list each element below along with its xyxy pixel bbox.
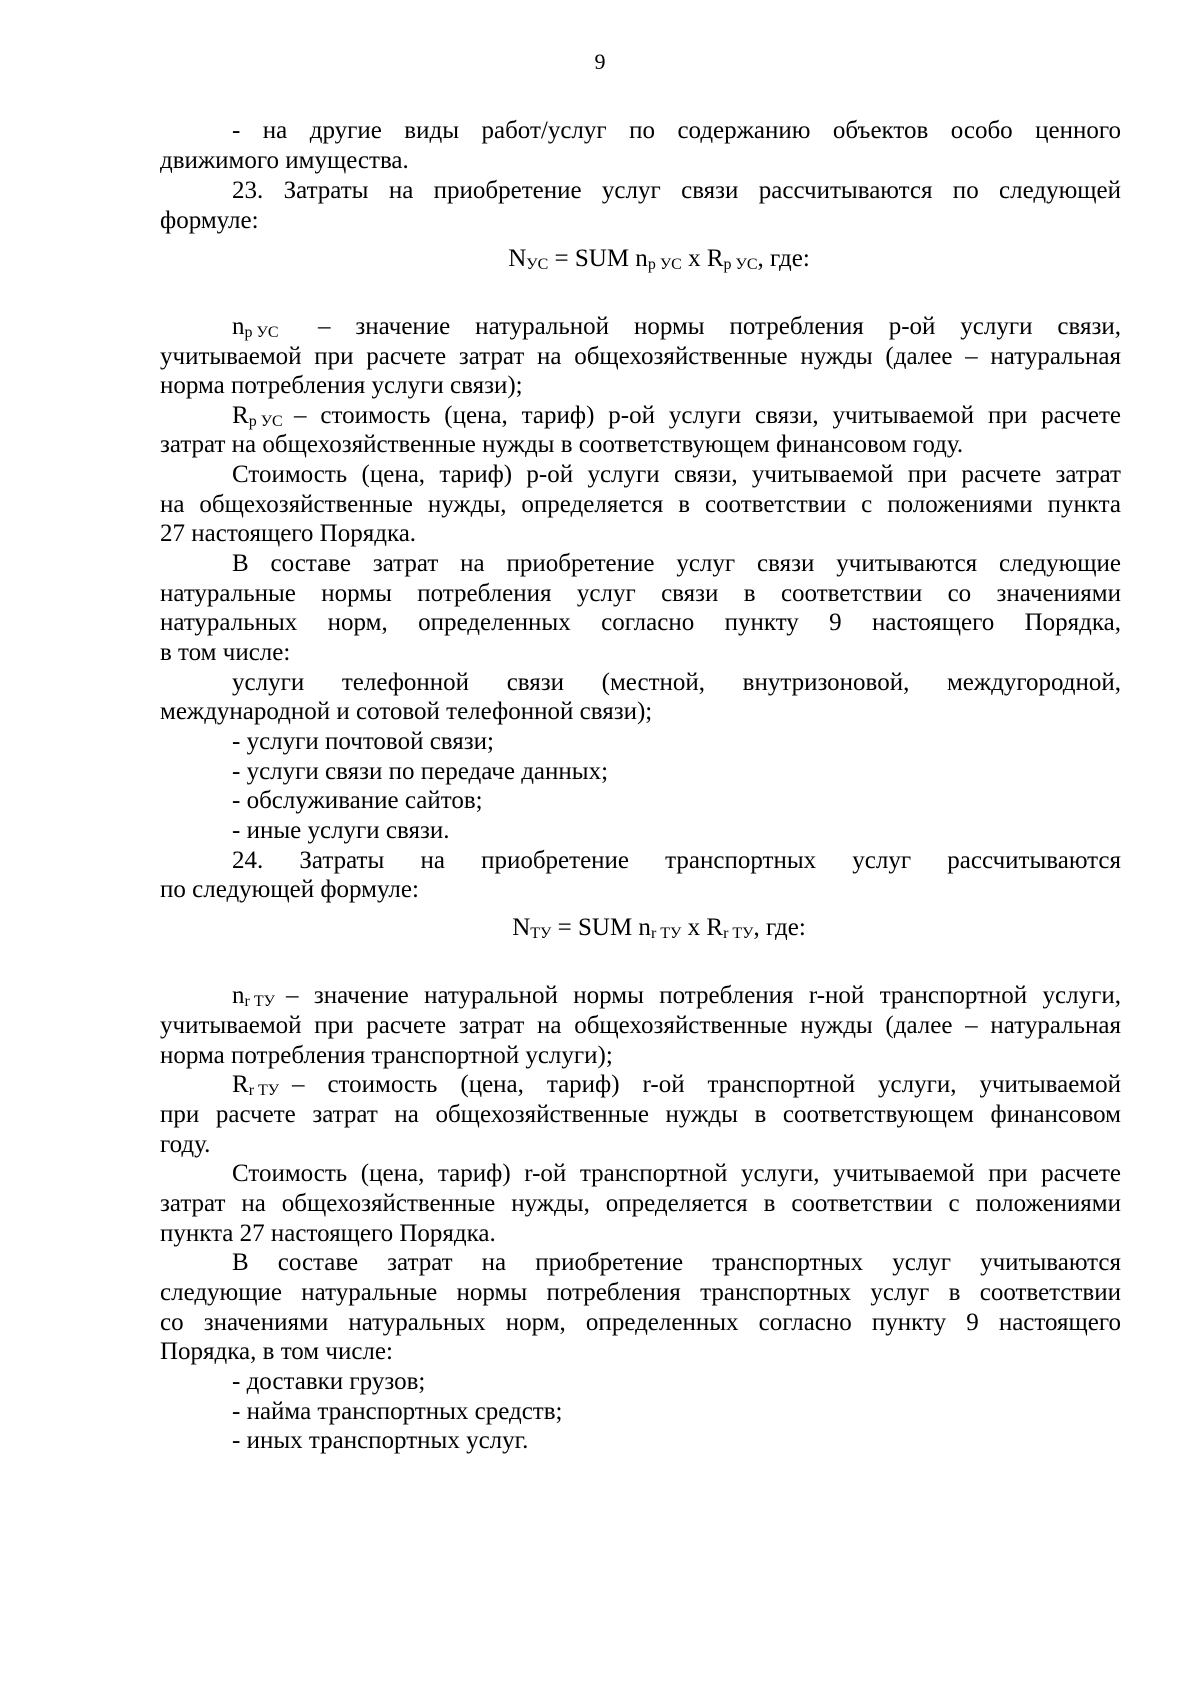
text-line: учитываемой при расчете затрат на общехозяйственные нужды (далее – натуральная bbox=[160, 1012, 1121, 1039]
text-line: натуральных норм, определенных согласно пункту 9 настоящего Порядка, bbox=[160, 609, 1121, 636]
text-line: следующие натуральные нормы потребления транспортных услуг в соответствии bbox=[160, 1279, 1121, 1306]
text-line: – стоимость (цена, тариф) p-ой услуги связи, учитываемой при расчете bbox=[294, 402, 1121, 429]
formula-transport: $N_{ТУ}$ = SUM $n_{r ТУ}$ x $R_{r ТУ}$, где: bbox=[512, 914, 806, 942]
text-line: учитываемой при расчете затрат на общехозяйственные нужды (далее – натуральная bbox=[160, 343, 1121, 370]
text-line: затрат на общехозяйственные нужды, определяется в соответствии с положениями bbox=[160, 1190, 1121, 1217]
text-line: - услуги связи по передаче данных; bbox=[232, 758, 609, 785]
text-line: 23. Затраты на приобретение услуг связи рассчитываются по следующей bbox=[232, 177, 1121, 204]
text-line: – стоимость (цена, тариф) r-ой транспортной услуги, учитываемой bbox=[292, 1071, 1121, 1098]
text-line: В составе затрат на приобретение транспортных услуг учитываются bbox=[232, 1249, 1121, 1276]
text-line: – значение натуральной нормы потребления r-ной транспортной услуги, bbox=[286, 982, 1121, 1009]
text-line: движимого имущества. bbox=[160, 147, 409, 174]
text-line: Стоимость (цена, тариф) p-ой услуги связи, учитываемой при расчете затрат bbox=[232, 461, 1121, 488]
text-line: - иные услуги связи. bbox=[232, 817, 450, 844]
text-line: пункта 27 настоящего Порядка. bbox=[160, 1220, 496, 1247]
symbol-r-transport: $R_{r ТУ}$ bbox=[232, 1071, 280, 1099]
text-line: при расчете затрат на общехозяйственные нужды в соответствующем финансовом bbox=[160, 1101, 1121, 1128]
symbol-n-communication: $n_{p УС}$ bbox=[232, 313, 279, 341]
text-line: со значениями натуральных норм, определенных согласно пункту 9 настоящего bbox=[160, 1309, 1121, 1336]
text-line: натуральные нормы потребления услуг связи в соответствии со значениями bbox=[160, 580, 1121, 607]
text-line: – значение натуральной нормы потребления p-ой услуги связи, bbox=[318, 313, 1121, 340]
text-line: в том числе: bbox=[160, 639, 291, 666]
text-line: по следующей формуле: bbox=[160, 876, 419, 903]
text-line: международной и сотовой телефонной связи); bbox=[160, 698, 653, 725]
text-line: году. bbox=[160, 1131, 211, 1158]
text-line: 27 настоящего Порядка. bbox=[160, 520, 417, 547]
formula-communication: $N_{УС}$ = SUM $n_{p УС}$ x $R_{p УС}$, где: bbox=[508, 245, 810, 273]
text-line: В составе затрат на приобретение услуг связи учитываются следующие bbox=[232, 550, 1121, 577]
text-line: услуги телефонной связи (местной, внутризоновой, междугородной, bbox=[232, 669, 1121, 696]
text-line: - обслуживание сайтов; bbox=[232, 787, 483, 814]
text-line: Порядка, в том числе: bbox=[160, 1338, 393, 1365]
text-line: - услуги почтовой связи; bbox=[232, 728, 494, 755]
symbol-n-transport: $n_{r ТУ}$ bbox=[232, 982, 275, 1010]
text-line: - доставки грузов; bbox=[232, 1368, 426, 1395]
text-line: затрат на общехозяйственные нужды в соответствующем финансовом году. bbox=[160, 431, 964, 458]
text-line: - иных транспортных услуг. bbox=[232, 1427, 529, 1454]
text-line: - найма транспортных средств; bbox=[232, 1398, 563, 1425]
text-line: норма потребления транспортной услуги); bbox=[160, 1042, 613, 1069]
symbol-r-communication: $R_{p УС}$ bbox=[232, 402, 283, 430]
text-line: норма потребления услуги связи); bbox=[160, 372, 523, 399]
text-line: формуле: bbox=[160, 207, 259, 234]
page-number: 9 bbox=[594, 49, 606, 74]
text-line: на общехозяйственные нужды, определяется в соответствии с положениями пункта bbox=[160, 491, 1121, 518]
text-line: - на другие виды работ/услуг по содержанию объектов особо ценного bbox=[232, 117, 1121, 144]
text-line: 24. Затраты на приобретение транспортных услуг рассчитываются bbox=[232, 847, 1121, 874]
text-line: Стоимость (цена, тариф) r-ой транспортной услуги, учитываемой при расчете bbox=[232, 1160, 1121, 1187]
